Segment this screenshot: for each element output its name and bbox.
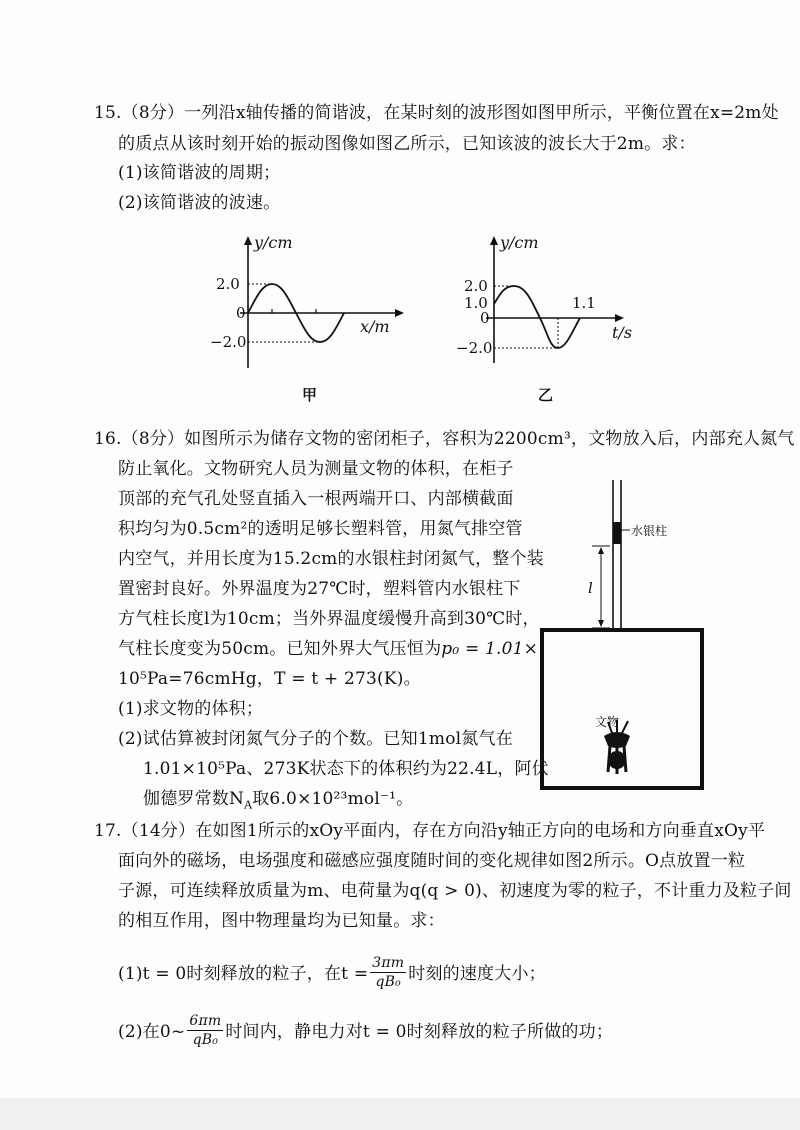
q17-part-2-pre: (2)在0~ xyxy=(118,1022,186,1042)
dim-arrow-down xyxy=(598,620,604,627)
q15-part-2: (2)该简谐波的波速。 xyxy=(118,193,281,213)
q17-part-1-post: 时刻的速度大小； xyxy=(408,964,546,984)
axis-label-t: t/s xyxy=(612,323,633,342)
dim-label-l: l xyxy=(588,579,593,597)
tick-label-top: 2.0 xyxy=(216,275,240,293)
t-axis-arrow xyxy=(615,314,624,322)
q17-part-1-fraction xyxy=(370,954,406,991)
page-bottom-edge xyxy=(0,1098,800,1130)
vibration-curve xyxy=(494,286,580,348)
tick-label-t: 1.1 xyxy=(572,294,596,312)
relic-label: 文物 xyxy=(595,715,620,729)
q16-part-1: (1)求文物的体积； xyxy=(118,699,264,719)
q16-line-8 xyxy=(118,639,538,659)
q16-line-9: 10⁵Pa=76cmHg，T = t + 273(K)。 xyxy=(118,669,421,689)
axis-label-x: x/m xyxy=(360,317,390,336)
axis-label-y: y/cm xyxy=(500,233,539,252)
tick-label-one: 1.0 xyxy=(464,294,488,312)
q15-part-1: (1)该简谐波的周期； xyxy=(118,163,281,183)
q17-line-1: 17.（14分）在如图1所示的xOy平面内，存在方向沿y轴正方向的电场和方向垂直xOy平 xyxy=(94,821,766,841)
q17-line-4: 的相互作用，图中物理量均为已知量。求： xyxy=(118,911,445,931)
q17-part-1 xyxy=(118,954,546,994)
axis-label-y: y/cm xyxy=(254,233,293,252)
tick-label-top: 2.0 xyxy=(464,277,488,295)
q16-part-2-c xyxy=(143,789,413,815)
caption-jia: 甲 xyxy=(302,386,318,404)
q16-avogadro-sub: A xyxy=(244,798,253,812)
x-axis-arrow xyxy=(395,309,404,317)
tick-label-zero: 0 xyxy=(236,304,246,322)
mercury-label: 水银柱 xyxy=(631,524,668,538)
q16-line-7: 方气柱长度l为10cm；当外界温度缓慢升高到30℃时， xyxy=(118,609,540,629)
q15-line-1: 15.（8分）一列沿x轴传播的简谐波，在某时刻的波形图如图甲所示，平衡位置在x=2m处 xyxy=(94,103,779,123)
tick-label-bottom: −2.0 xyxy=(456,339,493,357)
q17-part-2-fraction xyxy=(187,1012,223,1049)
q16-part-2-b: 1.01×10⁵Pa、273K状态下的体积约为22.4L，阿伏 xyxy=(143,759,549,779)
figure-cabinet xyxy=(530,478,720,808)
q17-part-2 xyxy=(118,1012,613,1052)
mercury-column xyxy=(613,522,621,544)
fraction-denominator: qB₀ xyxy=(192,1032,219,1048)
q16-line-1: 16.（8分）如图所示为储存文物的密闭柜子，容积为2200cm³，文物放入后，内部充人氮气 xyxy=(94,429,795,449)
q16-line-6: 置密封良好。外界温度为27℃时，塑料管内水银柱下 xyxy=(118,579,521,599)
q17-part-1-pre: (1)t = 0时刻释放的粒子，在t = xyxy=(118,964,369,984)
q17-line-2: 面向外的磁场，电场强度和磁感应强度随时间的变化规律如图2所示。O点放置一粒 xyxy=(118,851,746,871)
q17-part-2-post: 时间内，静电力对t = 0时刻释放的粒子所做的功； xyxy=(225,1022,614,1042)
fraction-denominator: qB₀ xyxy=(375,974,401,990)
q16-line-5: 内空气，并用长度为15.2cm的水银柱封闭氮气，整个装 xyxy=(118,549,544,569)
q16-pressure-symbol: p₀ = 1.01× xyxy=(441,639,539,659)
figure-yi-vibration-graph xyxy=(440,228,640,408)
q16-line-3: 顶部的充气孔处竖直插入一根两端开口、内部横截面 xyxy=(118,489,514,509)
q16-line-2: 防止氧化。文物研究人员为测量文物的体积，在柜子 xyxy=(118,459,514,479)
q16-line-4: 积均匀为0.5cm²的透明足够长塑料管，用氮气排空管 xyxy=(118,519,523,539)
tick-label-bottom: −2.0 xyxy=(210,333,247,351)
q16-part-2-a: (2)试估算被封闭氮气分子的个数。已知1mol氮气在 xyxy=(118,729,513,749)
q15-line-2: 的质点从该时刻开始的振动图像如图乙所示，已知该波的波长大于2m。求： xyxy=(118,134,696,154)
caption-yi: 乙 xyxy=(538,386,554,404)
y-axis-arrow xyxy=(244,236,252,245)
q16-avogadro-value: 取6.0×10²³mol⁻¹。 xyxy=(252,789,414,809)
q16-avogadro-text: 伽德罗常数N xyxy=(143,789,245,809)
q16-line-8-text: 气柱长度变为50cm。已知外界大气压恒为 xyxy=(118,639,442,659)
fraction-numerator: 3πm xyxy=(372,955,405,971)
y-axis-arrow xyxy=(490,236,498,245)
figure-jia-wave-graph xyxy=(210,228,410,408)
dim-arrow-up xyxy=(598,547,604,554)
q17-line-3: 子源，可连续释放质量为m、电荷量为q(q > 0)、初速度为零的粒子，不计重力及粒子间 xyxy=(118,881,792,901)
tick-label-zero: 0 xyxy=(480,309,490,327)
fraction-numerator: 6πm xyxy=(189,1013,222,1029)
